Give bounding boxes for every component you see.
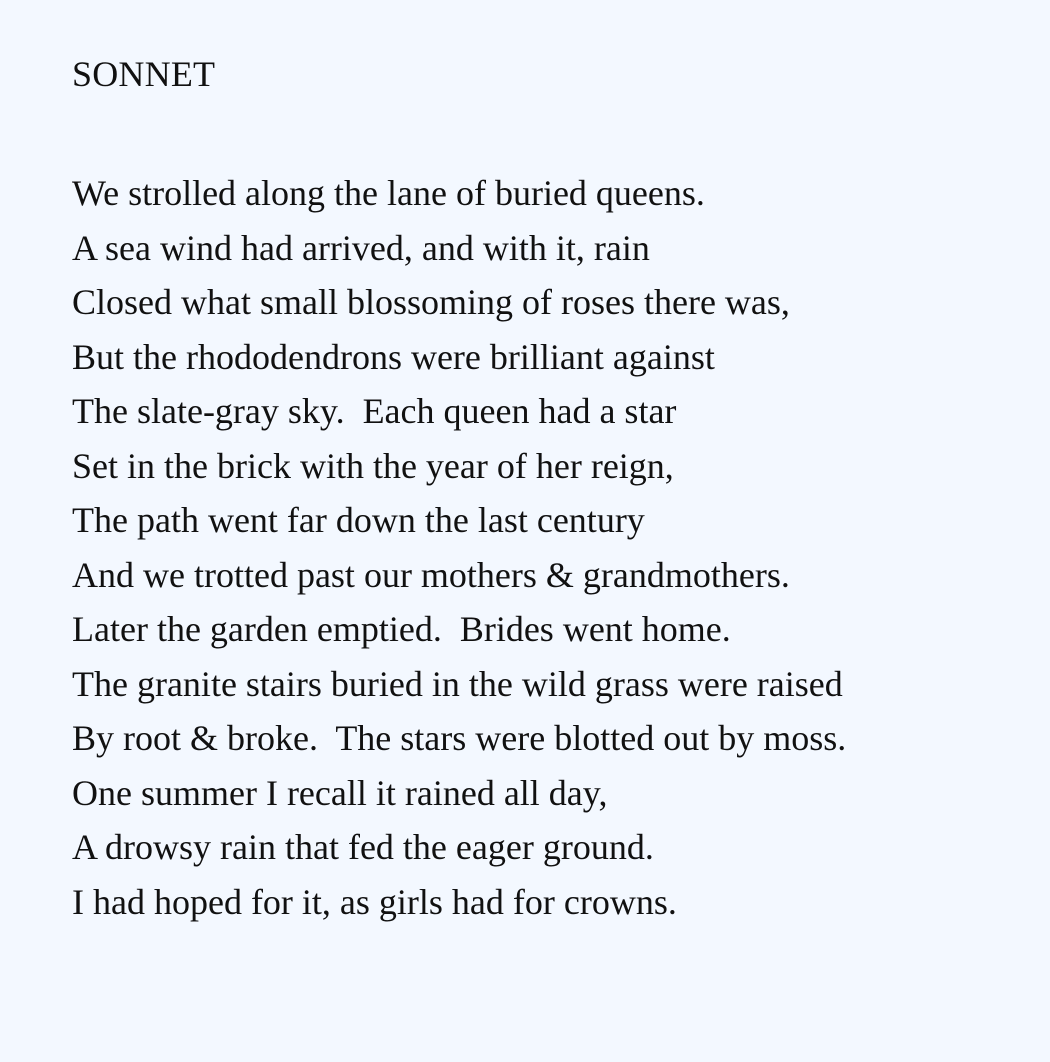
poem-line: The path went far down the last century [72, 500, 645, 540]
poem-line: The slate-gray sky. Each queen had a star [72, 391, 677, 431]
poem-line: By root & broke. The stars were blotted out by moss. [72, 718, 847, 758]
poem-line: The granite stairs buried in the wild grass were raised [72, 663, 843, 704]
poem-line: We strolled along the lane of buried queens. [72, 173, 705, 213]
poem-line: And we trotted past our mothers & grandmothers. [72, 554, 790, 595]
poem-line: Later the garden emptied. Brides went home. [72, 609, 731, 649]
poem-body [72, 166, 1050, 929]
poem-line: I had hoped for it, as girls had for crowns. [72, 881, 677, 922]
poem-line: A sea wind had arrived, and with it, rain [72, 227, 650, 268]
poem-line: A drowsy rain that fed the eager ground. [72, 827, 654, 867]
poem-line: But the rhododendrons were brilliant against [72, 336, 715, 377]
poem-title: SONNET [72, 54, 216, 94]
poem-line: Closed what small blossoming of roses there was, [72, 282, 790, 322]
poem-line: Set in the brick with the year of her reign, [72, 445, 674, 486]
poem-line: One summer I recall it rained all day, [72, 772, 608, 813]
